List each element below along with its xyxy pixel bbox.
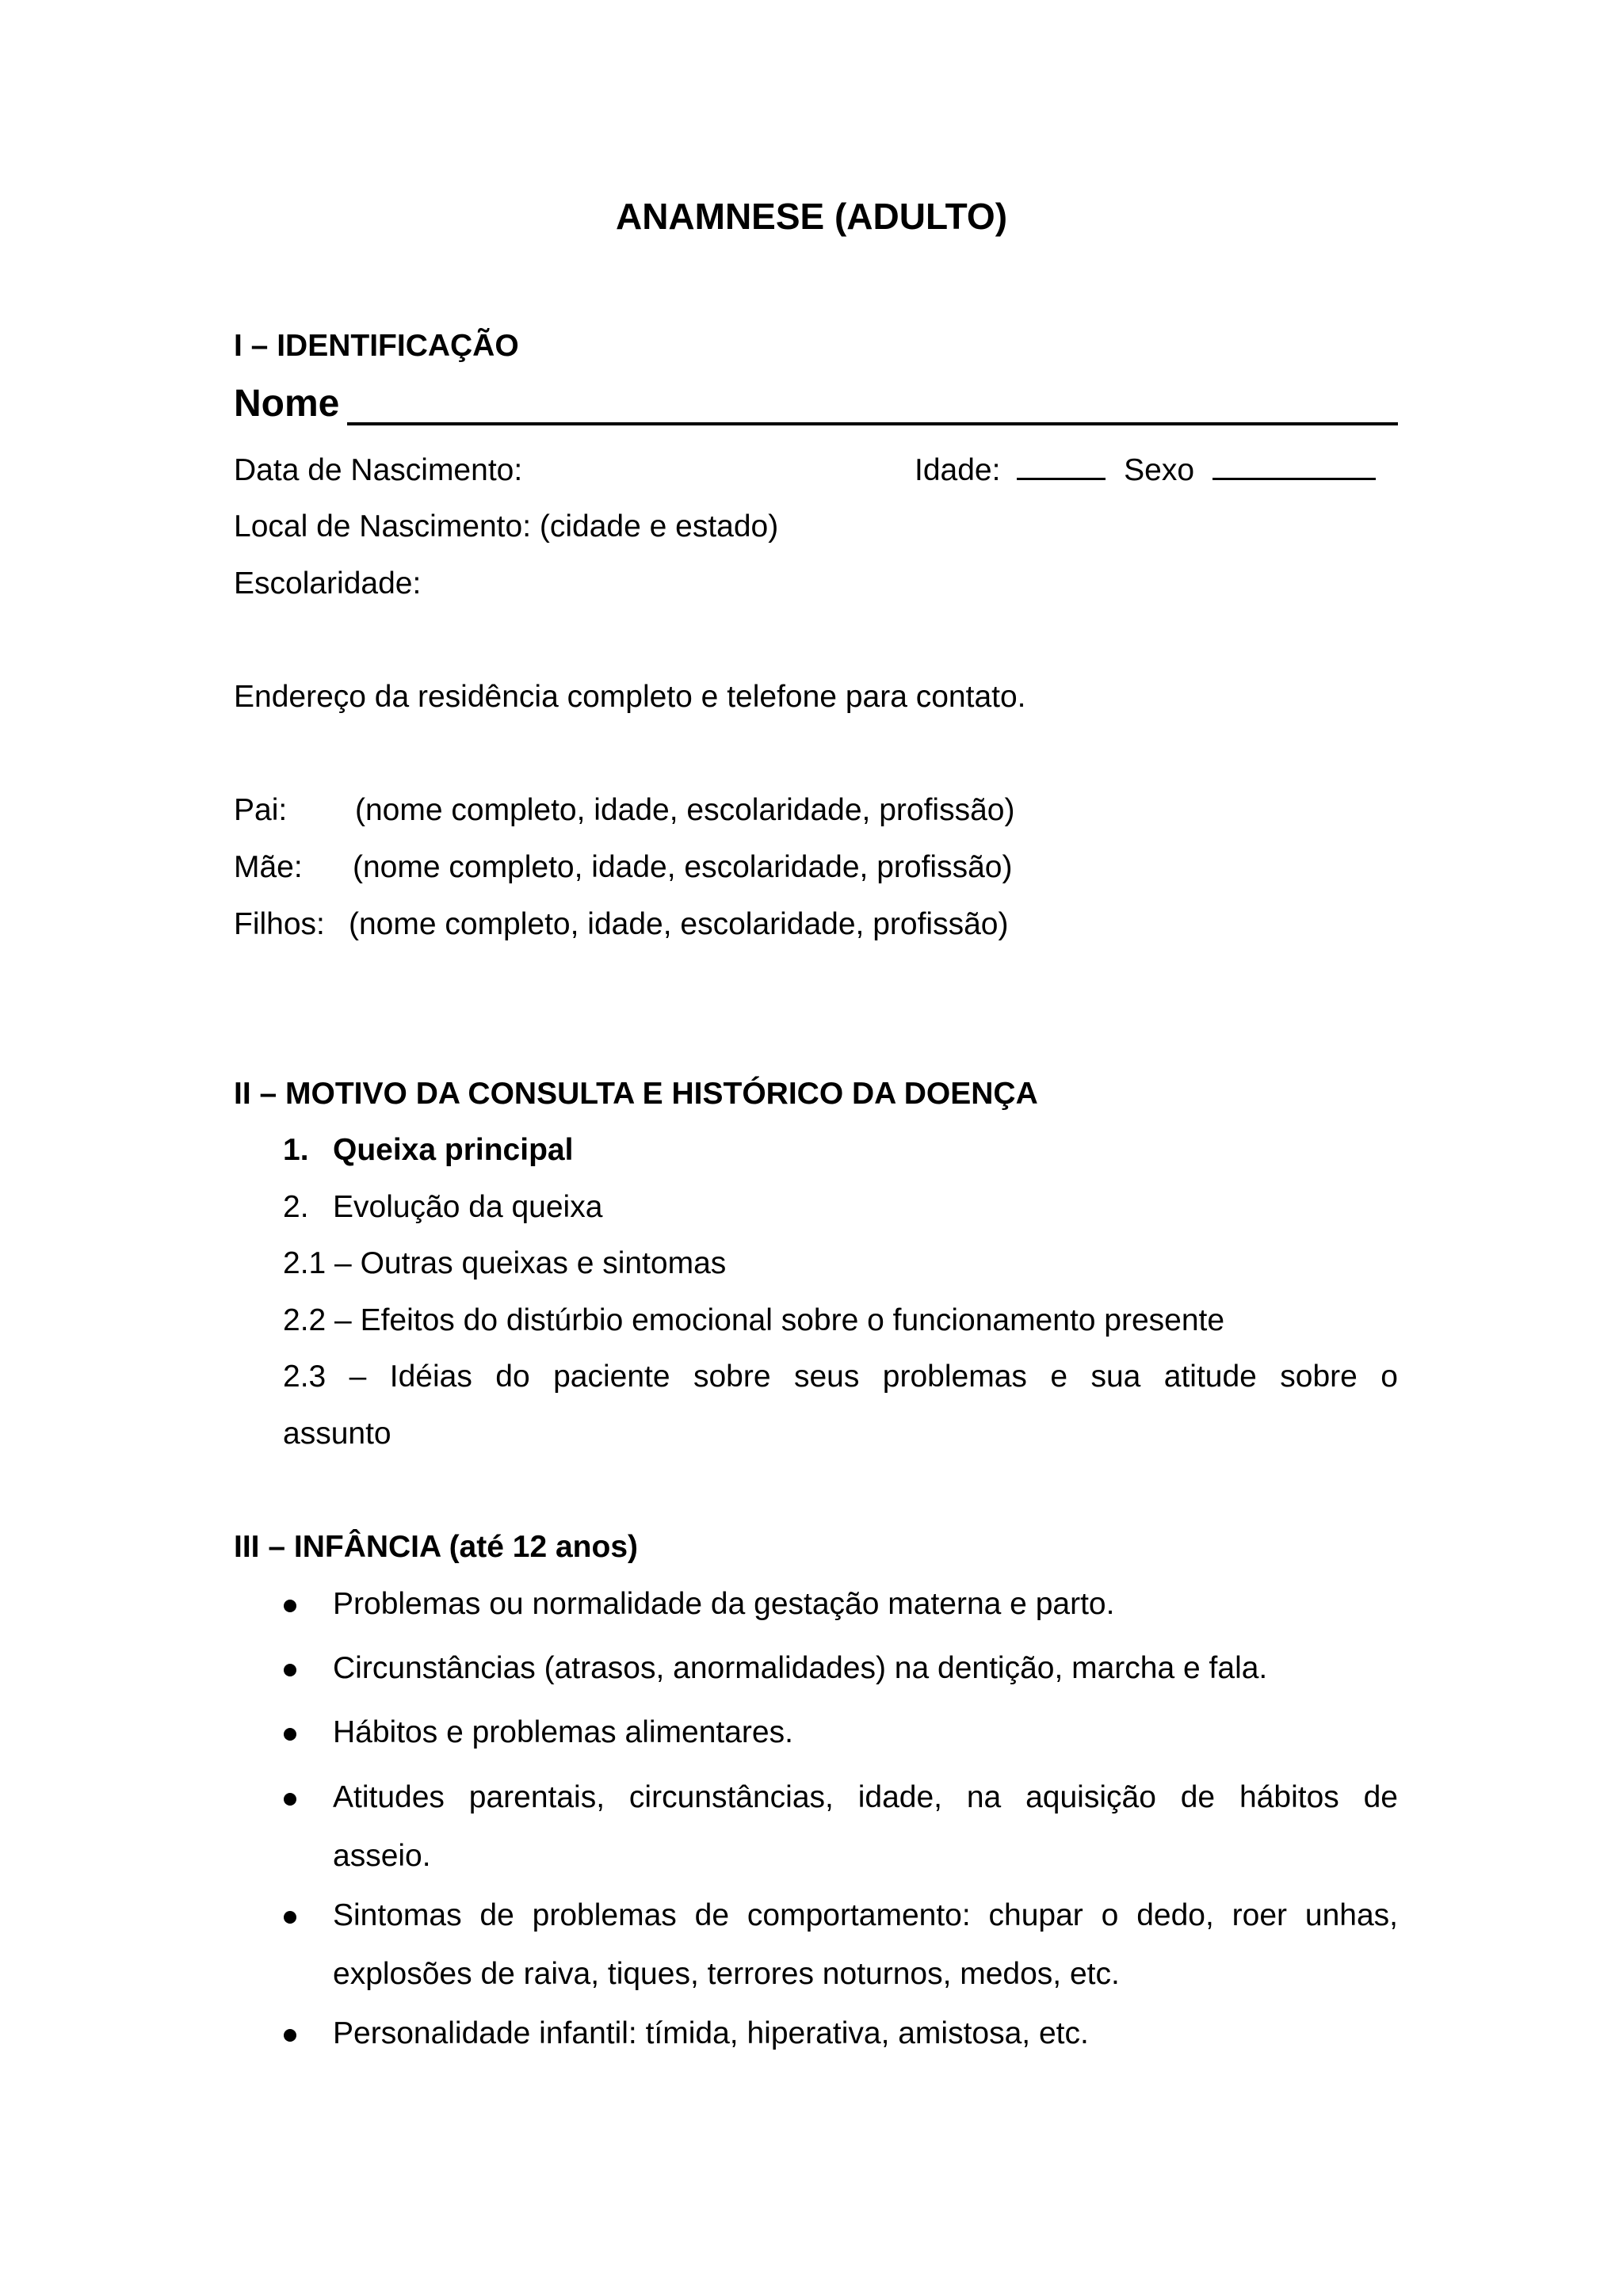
list-item: Circunstâncias (atrasos, anormalidades) na dentição, marcha e fala. bbox=[333, 1651, 1268, 1685]
list-item-continuation: explosões de raiva, tiques, terrores noturnos, medos, etc. bbox=[333, 1957, 1120, 1991]
escolaridade-label: Escolaridade: bbox=[234, 566, 422, 601]
data-nascimento-label: Data de Nascimento: bbox=[234, 453, 523, 487]
bullet-icon bbox=[284, 1728, 296, 1741]
subitem-2-3 bbox=[283, 1357, 1398, 1397]
list-item-number: 1. bbox=[283, 1133, 309, 1167]
pai-text: (nome completo, idade, escolaridade, profissão) bbox=[355, 793, 1015, 827]
subitem-2-3-line2: assunto bbox=[283, 1417, 391, 1451]
subitem-2-2: 2.2 – Efeitos do distúrbio emocional sobre o funcionamento presente bbox=[283, 1303, 1225, 1337]
section-infancia-heading: III – INFÂNCIA (até 12 anos) bbox=[234, 1530, 638, 1564]
section-identificacao-heading: I – IDENTIFICAÇÃO bbox=[234, 329, 519, 363]
bullet-icon bbox=[284, 1793, 296, 1806]
subitem-2-3-line1: 2.3 – Idéias do paciente sobre seus problemas e sua atitude sobre o bbox=[283, 1360, 1398, 1394]
nome-label: Nome bbox=[234, 383, 340, 425]
list-item-line: Atitudes parentais, circunstâncias, idade, na aquisição de hábitos de bbox=[333, 1780, 1398, 1814]
idade-sexo-row bbox=[915, 451, 1376, 490]
subitem-2-1: 2.1 – Outras queixas e sintomas bbox=[283, 1246, 727, 1280]
endereco-label: Endereço da residência completo e telefone para contato. bbox=[234, 680, 1026, 714]
list-item bbox=[333, 1778, 1398, 1817]
list-item bbox=[333, 1896, 1398, 1936]
idade-label: Idade: bbox=[915, 453, 1001, 487]
pai-label: Pai: bbox=[234, 793, 288, 827]
filhos-label: Filhos: bbox=[234, 907, 325, 941]
bullet-icon bbox=[284, 1911, 296, 1924]
evolucao-queixa: Evolução da queixa bbox=[333, 1190, 603, 1224]
filhos-text: (nome completo, idade, escolaridade, profissão) bbox=[349, 907, 1009, 941]
bullet-icon bbox=[284, 1600, 296, 1612]
list-item-continuation: asseio. bbox=[333, 1839, 431, 1873]
section-motivo-heading: II – MOTIVO DA CONSULTA E HISTÓRICO DA DOENÇA bbox=[234, 1077, 1038, 1111]
document-title: ANAMNESE (ADULTO) bbox=[615, 196, 1008, 237]
sexo-label: Sexo bbox=[1124, 453, 1195, 487]
queixa-principal: Queixa principal bbox=[333, 1133, 574, 1167]
list-item: Hábitos e problemas alimentares. bbox=[333, 1715, 793, 1749]
sexo-field-line[interactable] bbox=[1212, 478, 1376, 480]
mae-text: (nome completo, idade, escolaridade, profissão) bbox=[353, 850, 1013, 884]
list-item: Problemas ou normalidade da gestação materna e parto. bbox=[333, 1587, 1115, 1621]
idade-field-line[interactable] bbox=[1017, 478, 1106, 480]
list-item-number: 2. bbox=[283, 1190, 309, 1224]
list-item: Personalidade infantil: tímida, hiperativa, amistosa, etc. bbox=[333, 2016, 1089, 2050]
nome-field-line[interactable] bbox=[347, 422, 1398, 425]
mae-label: Mãe: bbox=[234, 850, 303, 884]
bullet-icon bbox=[284, 1664, 296, 1676]
list-item-line: Sintomas de problemas de comportamento: chupar o dedo, roer unhas, bbox=[333, 1898, 1398, 1932]
bullet-icon bbox=[284, 2029, 296, 2042]
local-nascimento-label: Local de Nascimento: (cidade e estado) bbox=[234, 509, 779, 543]
